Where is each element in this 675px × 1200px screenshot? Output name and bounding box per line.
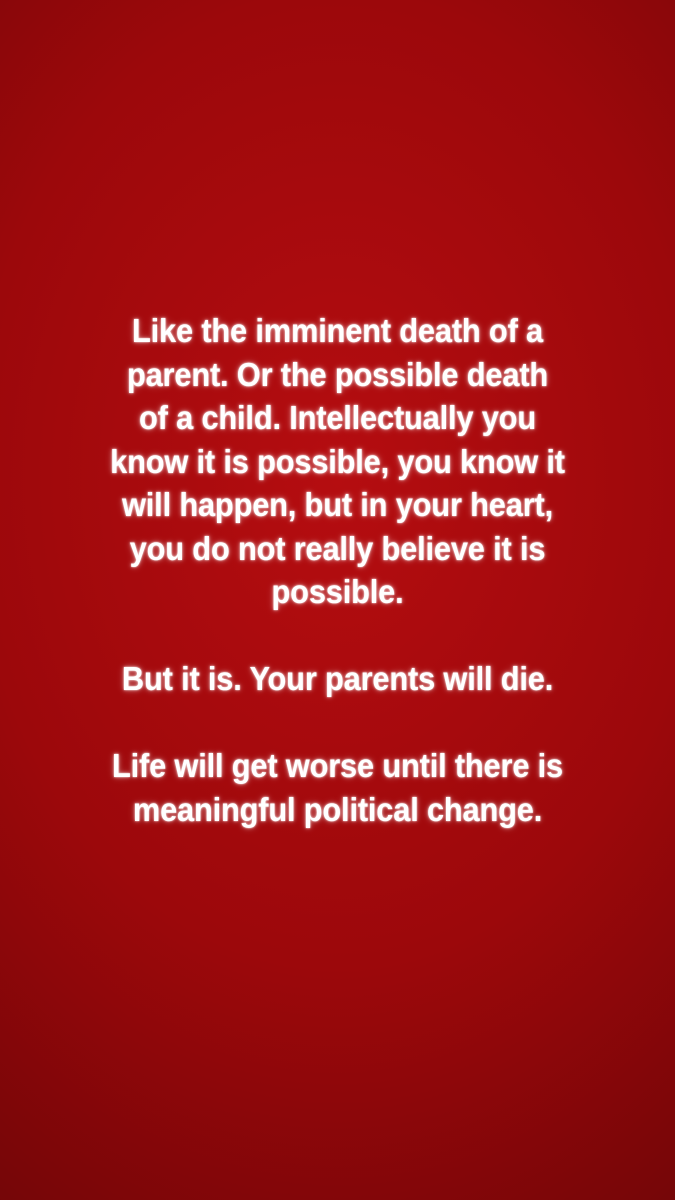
text-line: will happen, but in your heart, <box>122 487 553 524</box>
text-line: possible. <box>271 574 404 611</box>
text-line: know it is possible, you know it <box>110 443 565 481</box>
story-text <box>55 310 621 832</box>
text-line: you do not really believe it is <box>129 530 546 568</box>
paragraph-3 <box>55 745 621 832</box>
text-line: of a child. Intellectually you <box>139 400 536 437</box>
text-line: parent. Or the possible death <box>126 356 549 394</box>
paragraph-1 <box>55 310 621 615</box>
paragraph-spacer <box>55 702 621 746</box>
text-line: meaningful political change. <box>132 791 543 829</box>
paragraph-spacer <box>55 615 621 659</box>
text-line: Life will get worse until there is <box>111 748 564 785</box>
paragraph-2 <box>55 658 621 702</box>
text-line: But it is. Your parents will die. <box>121 661 554 698</box>
text-line: Like the imminent death of a <box>132 313 543 350</box>
